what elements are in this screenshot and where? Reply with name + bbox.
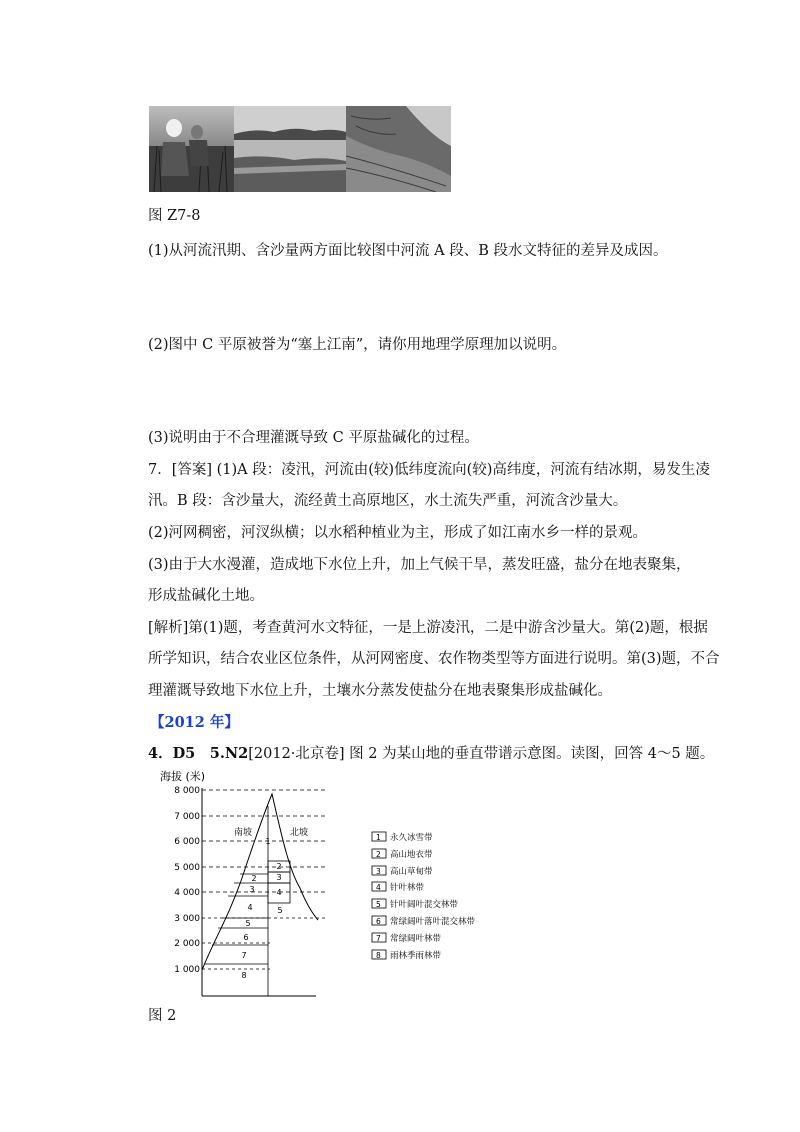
answer-line-2: 汛。B 段：含沙量大，流经黄土高原地区，水土流失严重，河流含沙量大。 [148,493,628,509]
analysis-line-3: 理灌溉导致地下水位上升，土壤水分蒸发使盐分在地表聚集形成盐碱化。 [148,683,612,699]
question-3: (3)说明由于不合理灌溉导致 C 平原盐碱化的过程。 [148,430,479,446]
legend-item-7 [372,933,442,944]
y-tick-7000: 7 000 [174,812,200,822]
y-tick-4000: 4 000 [174,888,200,898]
photo-riverbank-terrain [346,106,451,192]
svg-text:针叶阔叶混交林带: 针叶阔叶混交林带 [390,900,459,910]
svg-text:3: 3 [376,867,381,876]
y-tick-3000: 3 000 [174,914,200,924]
year-heading: 【2012 年】 [150,714,239,731]
y-tick-6000: 6 000 [174,837,200,847]
photo-strip [149,106,451,192]
legend [372,832,476,961]
y-tick-1000: 1 000 [174,965,200,975]
svg-text:针叶林带: 针叶林带 [390,883,425,893]
legend-item-2 [372,849,433,860]
answer-line-1: 7．[答案] (1)A 段：凌汛，河流由(较)低纬度流向(较)高纬度，河流有结冰期，易发生凌 [148,462,710,478]
legend-item-8 [372,950,442,961]
zone-south-8: 8 [241,971,247,980]
analysis-line-2: 所学知识，结合农业区位条件，从河网密度、农作物类型等方面进行说明。第(3)题，不合 [148,651,720,667]
zone-north-5: 5 [277,906,283,915]
legend-item-4 [372,882,425,893]
answer-line-3: (2)河网稠密，河汊纵横；以水稻种植业为主，形成了如江南水乡一样的景观。 [148,525,648,541]
zone-south-1: 1 [265,837,271,846]
legend-item-5 [372,899,459,910]
y-tick-5000: 5 000 [174,863,200,873]
north-slope-label: 北坡 [290,828,309,838]
svg-text:常绿阔叶林带: 常绿阔叶林带 [390,934,442,944]
zone-south-7: 7 [241,951,247,960]
question-2: (2)图中 C 平原被誉为“塞上江南”，请你用地理学原理加以说明。 [148,337,567,353]
zone-south-5: 5 [245,919,251,928]
svg-text:6: 6 [376,917,381,926]
y-tick-8000: 8 000 [174,786,200,796]
zone-south-3: 3 [249,885,255,894]
svg-text:高山地衣带: 高山地衣带 [390,850,433,860]
photo-river-landscape [234,106,346,192]
svg-text:雨林季雨林带: 雨林季雨林带 [390,951,442,961]
question-4-text: [2012·北京卷] 图 2 为某山地的垂直带谱示意图。读图，回答 4～5 题。 [248,746,715,762]
svg-text:高山草甸带: 高山草甸带 [390,867,433,877]
question-1: (1)从河流汛期、含沙量两方面比较图中河流 A 段、B 段水文特征的差异及成因。 [148,243,668,259]
figure-caption-2: 图 2 [148,1008,177,1024]
vertical-zonation-diagram [160,768,520,1000]
zone-north-4: 4 [276,888,282,897]
svg-text:2: 2 [376,850,381,859]
zone-south-6: 6 [243,933,249,942]
zone-south-4: 4 [247,903,253,912]
answer-line-4: (3)由于大水漫灌，造成地下水位上升，加上气候干旱，蒸发旺盛，盐分在地表聚集， [148,557,691,573]
svg-text:常绿阔叶落叶混交林带: 常绿阔叶落叶混交林带 [390,917,476,927]
south-slope-label: 南坡 [234,828,253,838]
svg-text:1: 1 [376,833,381,842]
legend-item-6 [372,916,476,927]
question-4-prefix: 4．D5 5.N2 [148,745,249,762]
y-tick-2000: 2 000 [174,939,200,949]
svg-text:5: 5 [376,900,381,909]
y-axis-title: 海拔 (米) [160,770,206,783]
zone-north-3: 3 [276,873,282,882]
zone-north-2: 2 [276,862,282,871]
figure-caption-z7-8: 图 Z7-8 [148,208,201,224]
legend-item-3 [372,866,433,877]
zone-south-2: 2 [251,874,257,883]
analysis-line-1: [解析]第(1)题，考查黄河水文特征，一是上游凌汛，二是中游含沙量大。第(2)题，根据 [148,620,708,636]
svg-text:8: 8 [376,951,381,960]
photo-farmers-in-rice-field [149,106,234,192]
question-4-line [148,744,714,764]
answer-line-5: 形成盐碱化土地。 [148,588,264,604]
mountain-outline [202,794,318,970]
legend-item-1 [372,832,433,843]
svg-text:永久冰雪带: 永久冰雪带 [390,833,433,843]
svg-text:7: 7 [376,934,381,943]
svg-text:4: 4 [376,883,381,892]
